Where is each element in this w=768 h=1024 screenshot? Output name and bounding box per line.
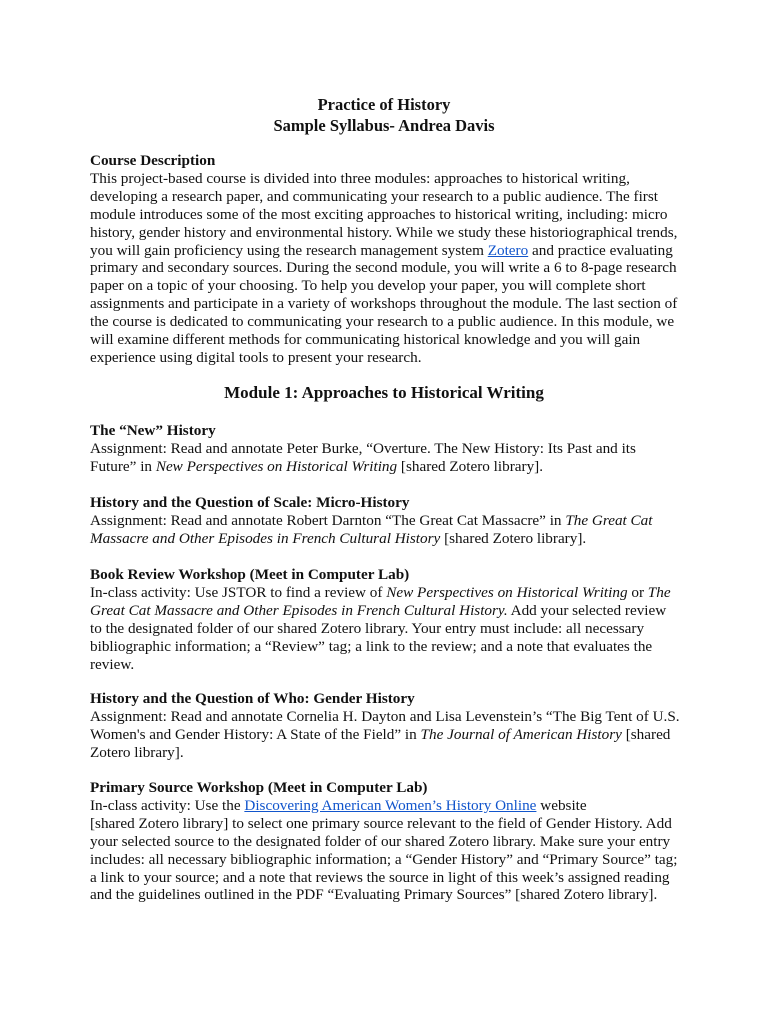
book-review-heading: Book Review Workshop (Meet in Computer Lab) (90, 566, 410, 583)
micro-history-heading: History and the Question of Scale: Micro-History (90, 494, 410, 511)
primary-source-section (90, 779, 678, 904)
assignment-line (90, 512, 675, 530)
text-run: In-class activity: Use JSTOR to find a review of (90, 583, 387, 601)
document-title: Practice of History (317, 95, 451, 114)
module-1-heading: Module 1: Approaches to Historical Writing (224, 383, 544, 402)
book-title: The (647, 583, 671, 601)
activity-line: bibliographic information; a “Review” tag; a link to the review; and a note that evaluates the (90, 637, 653, 655)
paragraph-line: module introduces some of the most exciting approaches to historical writing, including: micro (90, 205, 668, 223)
gender-history-heading: History and the Question of Who: Gender History (90, 690, 415, 707)
text-run: and practice evaluating (528, 241, 673, 259)
document-subtitle: Sample Syllabus- Andrea Davis (273, 116, 495, 135)
new-history-heading: The “New” History (90, 422, 216, 439)
gender-history-section (90, 690, 680, 762)
paragraph-line: developing a research paper, and communicating your research to a public audience. The first (90, 187, 658, 205)
book-title: Great Cat Massacre and Other Episodes in French Cultural History. (90, 601, 508, 619)
book-title: The Great Cat (565, 511, 653, 529)
paragraph-line: paper on a topic of your choosing. To help you develop your paper, you will complete short (90, 277, 646, 295)
activity-line (90, 797, 675, 815)
micro-history-section (90, 494, 675, 548)
assignment-line: Assignment: Read and annotate Peter Burke, “Overture. The New History: Its Past and its (90, 439, 636, 457)
course-description-section (90, 152, 678, 367)
zotero-link[interactable]: Zotero (487, 241, 529, 259)
activity-line (90, 584, 675, 602)
book-title: New Perspectives on Historical Writing (386, 583, 628, 601)
text-run: Add your selected review (507, 601, 667, 619)
paragraph-line: experience using digital tools to present your research. (90, 348, 422, 366)
activity-line: includes: all necessary bibliographic information; a “Gender History” and “Primary Source” tag; (90, 850, 678, 868)
paragraph-line (90, 242, 675, 260)
discovering-womens-history-link[interactable]: Discovering American Women’s History Online (244, 796, 537, 814)
paragraph-line: history, gender history and environmental history. While we study these historiographical trends, (90, 223, 678, 241)
text-run: Women's and Gender History: A State of the Field” in (90, 725, 421, 743)
assignment-line (90, 458, 675, 476)
paragraph-line: the course is dedicated to communicating your research to a public audience. In this module, we (90, 313, 675, 331)
primary-source-heading: Primary Source Workshop (Meet in Computer Lab) (90, 779, 428, 796)
new-history-section (90, 422, 675, 476)
paragraph-line: will examine different methods for communicating historical knowledge and you will gain (90, 331, 641, 349)
activity-line: review. (90, 655, 135, 673)
activity-line: [shared Zotero library] to select one primary source relevant to the field of Gender History. Add (90, 814, 672, 832)
paragraph-line: assignments and participate in a variety of workshops throughout the module. The last section of (90, 295, 678, 313)
assignment-line (90, 726, 675, 744)
paragraph-line: This project-based course is divided into three modules: approaches to historical writing, (90, 169, 630, 187)
text-run: Future” in (90, 457, 156, 475)
assignment-line: Zotero library]. (90, 743, 184, 761)
text-run: [shared Zotero library]. (397, 457, 544, 475)
book-title: Massacre and Other Episodes in French Cultural History (90, 529, 441, 547)
text-run: or (627, 583, 648, 601)
activity-line: your selected source to the designated folder of our shared Zotero library. Make sure your entry (90, 832, 671, 850)
paragraph-line: primary and secondary sources. During the second module, you will write a 6 to 8-page research (90, 259, 677, 277)
activity-line (90, 602, 675, 620)
activity-line: and the guidelines outlined in the PDF “Evaluating Primary Sources” [shared Zotero library]. (90, 886, 658, 904)
activity-line: a link to your source; and a note that reviews the source in light of this week’s assigned reading (90, 868, 670, 886)
course-description-heading: Course Description (90, 152, 216, 169)
activity-line: to the designated folder of our shared Zotero library. Your entry must include: all necessary (90, 619, 645, 637)
text-run: [shared (621, 725, 671, 743)
text-run: website (536, 796, 587, 814)
text-run: In-class activity: Use the (90, 796, 245, 814)
title-block (0, 94, 768, 136)
text-run: [shared Zotero library]. (440, 529, 587, 547)
assignment-line: Assignment: Read and annotate Cornelia H. Dayton and Lisa Levenstein’s “The Big Tent of U.S. (90, 707, 680, 725)
text-run: Assignment: Read and annotate Robert Darnton “The Great Cat Massacre” in (90, 511, 566, 529)
text-run: you will gain proficiency using the research management system (90, 241, 488, 259)
journal-title: The Journal of American History (420, 725, 622, 743)
book-title: New Perspectives on Historical Writing (155, 457, 398, 475)
assignment-line (90, 530, 675, 548)
book-review-section (90, 566, 675, 673)
